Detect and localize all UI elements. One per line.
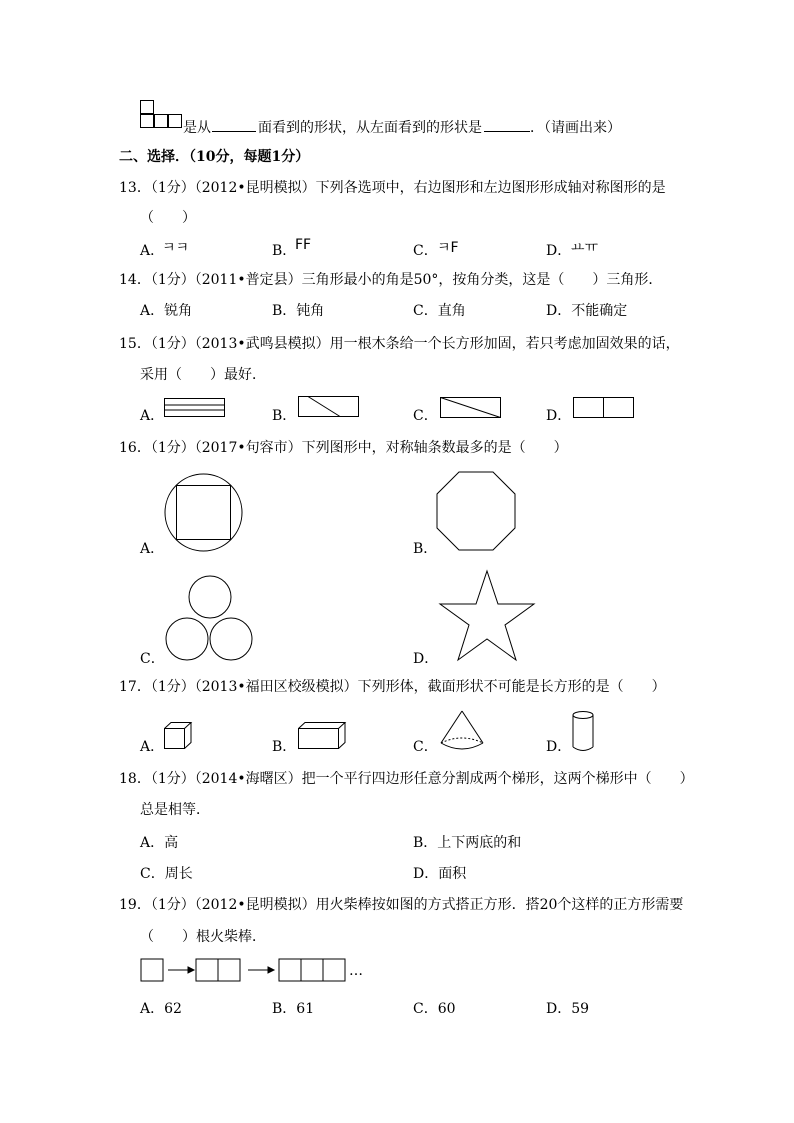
- q15-option-b: B．: [272, 408, 297, 424]
- q16-option-b: B．: [413, 541, 438, 557]
- top-view-figure: [140, 100, 182, 130]
- q19-matchstick-figure: [140, 957, 350, 985]
- q18-option-d: D．面积: [413, 866, 467, 882]
- q13-option-d: D．: [546, 243, 572, 259]
- q19-stem: 19．（1分）（2012•昆明模拟）用火柴棒按如图的方式搭正方形．搭20个这样的正方形需要: [119, 897, 684, 913]
- q17-option-a: A．: [140, 739, 165, 755]
- q17-option-d: D．: [546, 739, 572, 755]
- top-line-text1: 是从: [183, 120, 211, 136]
- q15-figure-b: [298, 396, 360, 418]
- q16-option-a: A．: [140, 541, 165, 557]
- q17-stem: 17．（1分）（2013•福田区校级模拟）下列形体，截面形状不可能是长方形的是（ ）: [119, 679, 666, 695]
- q19-option-b: B．61: [272, 1001, 315, 1017]
- q14-option-d: D．不能确定: [546, 303, 628, 319]
- q17-figure-c-cone: [440, 710, 484, 752]
- q16-figure-c-three-circles: [164, 575, 256, 663]
- q18-option-c: C．周长: [140, 866, 193, 882]
- q15-stem: 15．（1分）（2013•武鸣县模拟）用一根木条给一个长方形加固，若只考虑加固效果的话，: [119, 336, 680, 352]
- q14-option-b: B．钝角: [272, 303, 325, 319]
- q15-stem-2: 采用（ ）最好．: [140, 367, 266, 383]
- q14-option-c: C．直角: [413, 303, 466, 319]
- q14-option-a: A．锐角: [140, 303, 193, 319]
- q13-stem: 13．（1分）（2012•昆明模拟）下列各选项中，右边图形和左边图形形成轴对称图形的是: [119, 180, 666, 196]
- q13-option-b: B．: [272, 243, 297, 259]
- q17-option-c: C．: [413, 739, 438, 755]
- q19-option-d: D．59: [546, 1001, 590, 1017]
- q16-figure-b-octagon: [436, 471, 516, 551]
- q16-figure-d-star: [438, 570, 536, 662]
- q14-stem: 14．（1分）（2011•普定县）三角形最小的角是50°，按角分类，这是（ ）三角形．: [119, 272, 663, 288]
- q15-figure-d: [573, 397, 635, 419]
- q19-option-a: A．62: [140, 1001, 182, 1017]
- q19-stem-2: （ ）根火柴棒．: [140, 929, 266, 945]
- q18-stem-2: 总是相等．: [140, 802, 210, 818]
- q17-figure-d-cylinder: [572, 711, 594, 753]
- q18-option-b: B．上下两底的和: [413, 835, 522, 851]
- q15-option-d: D．: [546, 408, 572, 424]
- q19-ellipsis: …: [349, 963, 363, 979]
- q13-glyph-b: FF: [295, 237, 312, 253]
- q13-glyph-a: ㅋㅋ: [162, 240, 190, 256]
- q19-option-c: C．60: [413, 1001, 456, 1017]
- q18-stem: 18．（1分）（2014•海曙区）把一个平行四边形任意分割成两个梯形，这两个梯形中（ ）: [119, 771, 694, 787]
- q13-glyph-d: ㅛㅠ: [571, 240, 599, 256]
- q16-option-c: C．: [140, 651, 165, 667]
- top-line-text3: ．（请画出来）: [530, 120, 621, 136]
- q15-option-c: C．: [413, 408, 438, 424]
- section-title: 二、选择．（10分，每题1分）: [119, 149, 310, 165]
- top-line-blank-1: [212, 131, 256, 132]
- q15-figure-a: [164, 398, 226, 418]
- top-line-blank-2: [484, 131, 530, 132]
- q15-figure-c: [440, 397, 502, 419]
- q18-option-a: A．高: [140, 835, 179, 851]
- q16-option-d: D．: [413, 651, 439, 667]
- q16-stem: 16．（1分）（2017•句容市）下列图形中，对称轴条数最多的是（ ）: [119, 440, 568, 456]
- q13-option-a: A．: [140, 243, 165, 259]
- q13-option-c: C．: [413, 243, 438, 259]
- q15-option-a: A．: [140, 408, 165, 424]
- q16-figure-a-circle-square: [164, 473, 244, 553]
- q17-figure-a-cube: [164, 722, 194, 750]
- q17-figure-b-cuboid: [298, 722, 348, 750]
- q13-stem-2: （ ）: [140, 210, 196, 226]
- top-line-text2: 面看到的形状，从左面看到的形状是: [258, 120, 482, 136]
- q17-option-b: B．: [272, 739, 297, 755]
- q13-glyph-c: ㅋF: [437, 240, 459, 256]
